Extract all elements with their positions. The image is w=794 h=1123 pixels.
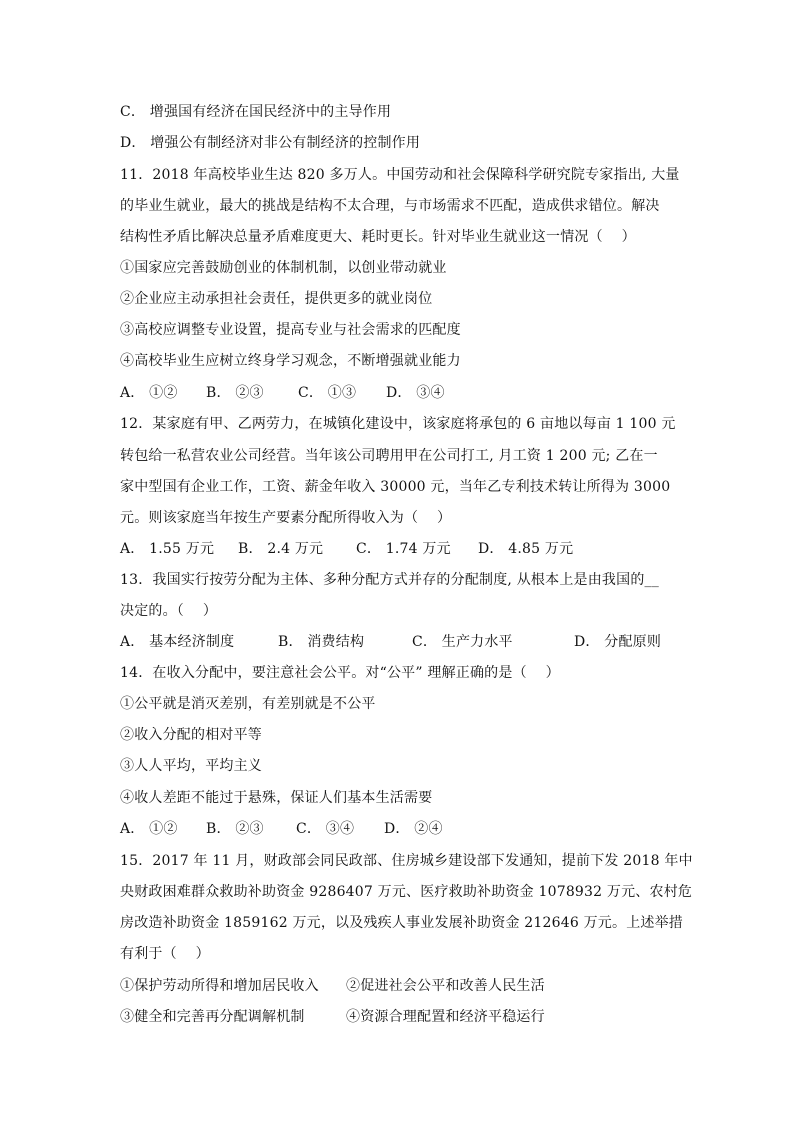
q11-option-b: B． ②③ bbox=[206, 385, 264, 401]
q15-stem-line-1: 15．2017 年 11 月，财政部会同民政部、住房城乡建设部下发通知，提前下发 2018 年中 bbox=[120, 853, 693, 869]
q13-option-b: B． 消费结构 bbox=[278, 634, 365, 650]
q12-stem-line-3: 家中型国有企业工作，工资、薪金年收入 30000 元，当年乙专利技术转让所得为 3000 bbox=[120, 479, 671, 495]
q14-options bbox=[120, 819, 680, 839]
q11-option-c: C． ①③ bbox=[298, 385, 357, 401]
q10-option-c: C． 增强国有经济在国民经济中的主导作用 bbox=[120, 104, 392, 120]
q15-stem-line-2: 央财政困难群众救助补助资金 9286407 万元、医疗救助补助资金 1078932 万元、农村危 bbox=[120, 884, 693, 900]
q12-option-c: C． 1.74 万元 bbox=[356, 541, 451, 557]
q12-stem-line-1: 12．某家庭有甲、乙两劳力，在城镇化建设中，该家庭将承包的 6 亩地以每亩 1 100 元 bbox=[120, 416, 676, 432]
q14-option-c: C． ③④ bbox=[296, 821, 355, 837]
q13-option-a: A． 基本经济制度 bbox=[120, 634, 235, 650]
q11-item-3: ③高校应调整专业设置，提高专业与社会需求的匹配度 bbox=[120, 322, 461, 338]
q12-option-b: B． 2.4 万元 bbox=[238, 541, 324, 557]
q12-options bbox=[120, 539, 680, 559]
q11-stem-line-3: 结构性矛盾比解决总量矛盾难度更大、耗时更长。针对毕业生就业这一情况（ ） bbox=[120, 229, 636, 245]
q10-option-d: D． 增强公有制经济对非公有制经济的控制作用 bbox=[120, 135, 421, 151]
q13-option-c: C． 生产力水平 bbox=[412, 634, 513, 650]
q11-item-1: ①国家应完善鼓励创业的体制机制，以创业带动就业 bbox=[120, 260, 447, 276]
q14-item-2: ②收入分配的相对平等 bbox=[120, 727, 262, 743]
q12-option-a: A． 1.55 万元 bbox=[120, 541, 215, 557]
q14-item-4: ④收人差距不能过于悬殊，保证人们基本生活需要 bbox=[120, 790, 433, 806]
q13-stem-line-1: 13．我国实行按劳分配为主体、多种分配方式并存的分配制度, 从根本上是由我国的__ bbox=[120, 572, 659, 588]
q12-stem-line-2: 转包给一私营农业公司经营。当年该公司聘用甲在公司打工, 月工资 1 200 元; 乙在一 bbox=[120, 448, 658, 464]
q15-stem-line-4: 有利于（ ） bbox=[120, 946, 210, 962]
q15-item-4: ④资源合理配置和经济平稳运行 bbox=[346, 1009, 545, 1025]
q11-stem-line-1: 11．2018 年高校毕业生达 820 多万人。中国劳动和社会保障科学研究院专家指出, 大量 bbox=[120, 167, 680, 183]
q15-stem-line-3: 房改造补助资金 1859162 万元，以及残疾人事业发展补助资金 212646 万元。上述举措 bbox=[120, 915, 683, 931]
q15-items-3-4 bbox=[120, 1007, 680, 1027]
q11-option-a: A． ①② bbox=[120, 385, 178, 401]
q11-stem-line-2: 的毕业生就业，最大的挑战是结构不太合理，与市场需求不匹配，造成供求错位。解决 bbox=[120, 198, 660, 214]
q11-option-d: D． ③④ bbox=[386, 385, 445, 401]
q14-stem-line-1: 14．在收入分配中，要注意社会公平。对“公平” 理解正确的是（ ） bbox=[120, 665, 560, 681]
q12-option-d: D． 4.85 万元 bbox=[478, 541, 574, 557]
q14-option-a: A． ①② bbox=[120, 821, 178, 837]
q12-stem-line-4: 元。则该家庭当年按生产要素分配所得收入为（ ） bbox=[120, 510, 452, 526]
q13-option-d: D． 分配原则 bbox=[574, 634, 662, 650]
q14-option-b: B． ②③ bbox=[206, 821, 264, 837]
q11-item-4: ④高校毕业生应树立终身学习观念，不断增强就业能力 bbox=[120, 353, 461, 369]
q15-item-3: ③健全和完善再分配调解机制 bbox=[120, 1009, 305, 1025]
q13-stem-line-2: 决定的。（ ） bbox=[120, 603, 218, 619]
q14-option-d: D． ②④ bbox=[384, 821, 443, 837]
q14-item-1: ①公平就是消灭差别，有差别就是不公平 bbox=[120, 696, 376, 712]
q11-options bbox=[120, 383, 680, 403]
q15-items-1-2 bbox=[120, 976, 680, 996]
q15-item-2: ②促进社会公平和改善人民生活 bbox=[346, 978, 545, 994]
q11-item-2: ②企业应主动承担社会责任，提供更多的就业岗位 bbox=[120, 291, 433, 307]
q13-options bbox=[120, 632, 680, 652]
q14-item-3: ③人人平均，平均主义 bbox=[120, 758, 262, 774]
q15-item-1: ①保护劳动所得和增加居民收入 bbox=[120, 978, 319, 994]
